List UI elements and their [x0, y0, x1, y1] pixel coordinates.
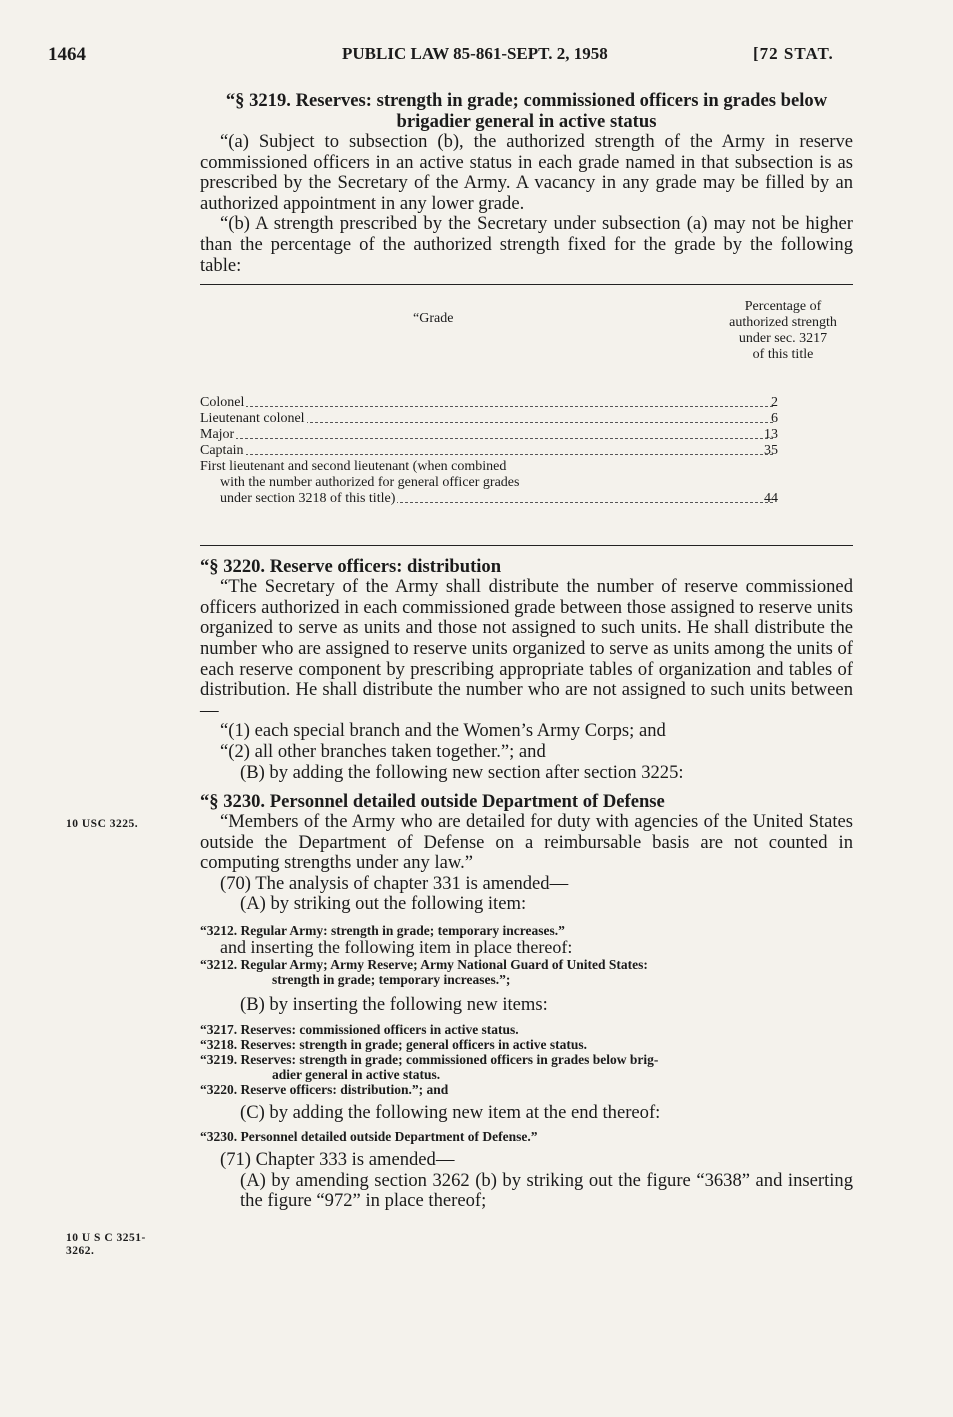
analysis-item-cont: adier general in active status. [272, 1066, 441, 1082]
analysis-item: “3218. Reserves: strength in grade; general officers in active status. [200, 1036, 588, 1052]
section-3220-heading: “§ 3220. Reserve officers: distribution [200, 556, 502, 578]
analysis-item: “3219. Reserves: strength in grade; commissioned officers in grades below brig- [200, 1051, 659, 1067]
analysis-item: “3230. Personnel detailed outside Department of Defense.” [200, 1129, 538, 1145]
grade-cell: under section 3218 of this title) [200, 491, 397, 506]
grade-cell: Captain [200, 443, 244, 459]
table-row-cont [200, 475, 853, 491]
table-row [200, 395, 853, 411]
margin-note-line: 3262. [66, 1245, 95, 1257]
header-line: of this title [752, 347, 814, 363]
pct-cell: 13 [764, 427, 778, 443]
item-list-3230 [200, 1129, 853, 1144]
section-3230-heading: “§ 3230. Personnel detailed outside Department of Defense [200, 791, 665, 813]
amendment-70-a: (A) by striking out the following item: [240, 893, 527, 915]
section-3219-para-b: “(b) A strength prescribed by the Secretary under subsection (a) may not be higher than the percentage of the authorized strength fixed for the grade by the following table: [200, 213, 853, 276]
margin-note-10-usc-3225: 10 USC 3225. [66, 818, 139, 830]
body-text [200, 90, 853, 1212]
amendment-70-c: (C) by adding the following new item at the end thereof: [240, 1101, 661, 1123]
section-3220-item-2: “(2) all other branches taken together.”; and [220, 740, 546, 762]
analysis-item-cont: strength in grade; temporary increases.”; [272, 972, 511, 988]
grade-cell: First lieutenant and second lieutenant (when combined [200, 459, 507, 475]
item-list-new-3212 [200, 957, 853, 987]
grade-cell: Major [200, 427, 235, 443]
header-line: Percentage of [744, 299, 822, 315]
amendment-71-a: (A) by amending section 3262 (b) by striking out the figure “3638” and inserting the figure “972” in place thereof; [240, 1169, 853, 1212]
margin-note-10-usc-3251 [66, 1232, 146, 1258]
header-line: authorized strength [729, 315, 837, 331]
strength-table [200, 284, 853, 546]
pct-cell: 2 [771, 395, 778, 411]
analysis-item: “3220. Reserve officers: distribution.”; and [200, 1081, 449, 1097]
table-row [200, 459, 853, 475]
grade-cell: with the number authorized for general officer grades [200, 475, 521, 490]
section-3230-para: “Members of the Army who are detailed for duty with agencies of the United States outside the Department of Defense on a reimbursable basis are not counted in computing strengths under any law.” [200, 811, 853, 874]
grade-cell: Lieutenant colonel [200, 411, 305, 427]
header-line: under sec. 3217 [738, 331, 828, 347]
table-header-grade: “Grade [413, 311, 454, 327]
running-title: PUBLIC LAW 85-861-SEPT. 2, 1958 [342, 44, 608, 63]
analysis-item: “3212. Regular Army; Army Reserve; Army National Guard of United States: [200, 957, 648, 973]
pct-cell: 6 [771, 411, 778, 427]
table-header-percentage [708, 299, 858, 363]
analysis-item: “3212. Regular Army: strength in grade; temporary increases.” [200, 923, 565, 939]
pct-cell: 44 [764, 491, 778, 507]
pct-cell: 35 [764, 443, 778, 459]
table-row [200, 443, 853, 459]
amendment-70-insert: and inserting the following item in place thereof: [220, 937, 573, 958]
section-3219-para-a: “(a) Subject to subsection (b), the authorized strength of the Army in reserve commissioned officers in an active status in each grade named in that subsection is as prescribed by the Secretary of the Army. A vacancy in any grade may be filled by an authorized appointment in any lower grade. [200, 131, 853, 214]
amendment-70-intro: (70) The analysis of chapter 331 is amended— [220, 872, 569, 894]
page-number: 1464 [48, 44, 86, 65]
amendment-71-intro: (71) Chapter 333 is amended— [220, 1149, 455, 1171]
item-list-new-items [200, 1022, 853, 1097]
analysis-item: “3217. Reserves: commissioned officers in active status. [200, 1021, 519, 1037]
volume-ref: [72 STAT. [753, 44, 834, 63]
table-row [200, 411, 853, 427]
margin-note-line: 10 U S C 3251- [66, 1232, 146, 1244]
table-row-cont [200, 491, 853, 507]
item-b-add-section: (B) by adding the following new section after section 3225: [240, 761, 684, 783]
table-body [200, 395, 853, 507]
amendment-70-b: (B) by inserting the following new items: [240, 994, 548, 1016]
table-row [200, 427, 853, 443]
section-3220-item-1: “(1) each special branch and the Women’s Army Corps; and [220, 720, 666, 742]
section-3219-heading: “§ 3219. Reserves: strength in grade; commissioned officers in grades below brigadier general in active status [225, 90, 828, 132]
section-3220-para: “The Secretary of the Army shall distribute the number of reserve commissioned officers authorized in each commissioned grade between those assigned to reserve units organized to serve as units and those not assigned to such units. He shall distribute the number who are assigned to reserve units organized to serve as units among the units of each reserve component by prescribing appropriate tables of organization and tables of distribution. He shall distribute the number who are not assigned to such units between— [200, 576, 853, 721]
grade-cell: Colonel [200, 395, 245, 411]
item-list-old-3212 [200, 923, 853, 938]
